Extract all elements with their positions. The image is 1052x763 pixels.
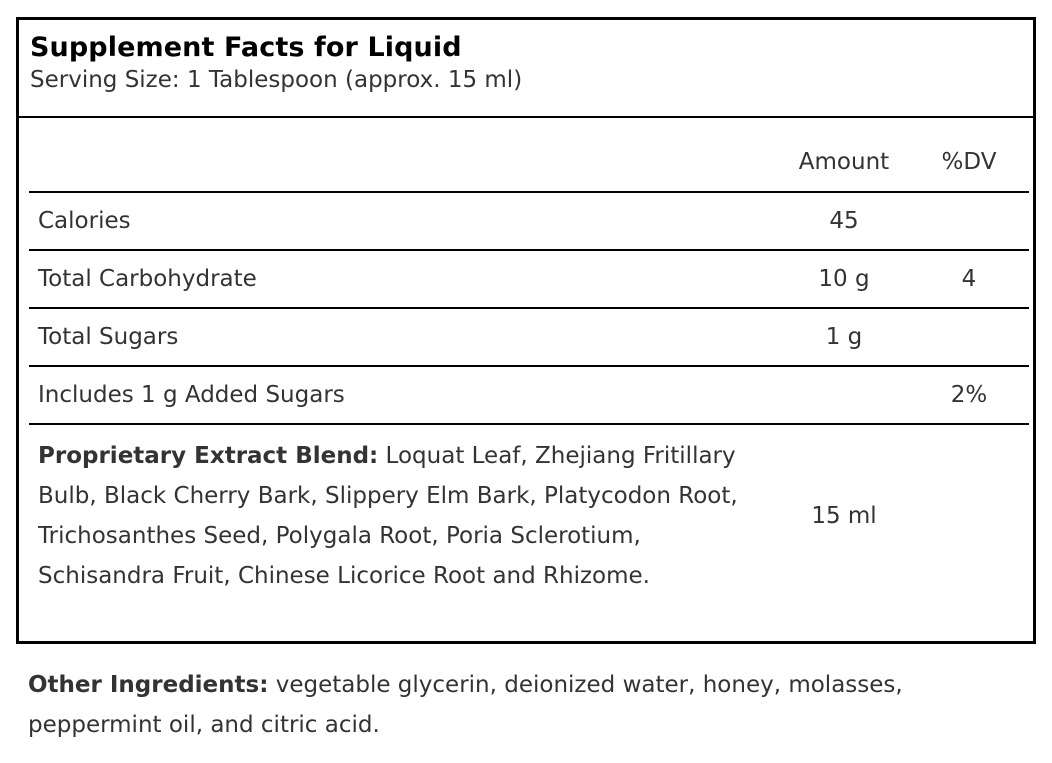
- table-row: [29, 308, 1029, 366]
- row-carbohydrate-name: Total Carbohydrate: [29, 250, 779, 308]
- blend-label: Proprietary Extract Blend:: [38, 443, 379, 469]
- row-added-sugars-name: Includes 1 g Added Sugars: [29, 366, 779, 424]
- panel-title: Supplement Facts for Liquid: [30, 32, 462, 63]
- supplement-facts-panel: [16, 17, 1036, 644]
- header-spacer: [29, 132, 779, 192]
- amount-header: Amount: [798, 148, 890, 175]
- row-calories-name: Calories: [29, 192, 779, 250]
- other-ingredients-label: Other Ingredients:: [28, 672, 269, 698]
- row-carbohydrate-amount: 10 g: [779, 250, 909, 308]
- blend-description: [29, 424, 779, 596]
- dv-header: %DV: [941, 148, 997, 175]
- table-header-row: [29, 132, 1029, 192]
- row-added-sugars-amount: [779, 366, 909, 424]
- row-sugars-name: Total Sugars: [29, 308, 779, 366]
- other-ingredients-text: vegetable glycerin, deionized water, honey, molasses, peppermint oil, and citric acid.: [28, 672, 903, 738]
- row-calories-dv: [909, 192, 1029, 250]
- row-added-sugars-dv: 2%: [909, 366, 1029, 424]
- blend-amount: 15 ml: [779, 424, 909, 596]
- table-row: [29, 250, 1029, 308]
- panel-header: [19, 20, 1033, 118]
- row-calories-amount: 45: [779, 192, 909, 250]
- other-ingredients: [28, 665, 1038, 745]
- table-row: [29, 366, 1029, 424]
- serving-size: Serving Size: 1 Tablespoon (approx. 15 ml): [30, 67, 523, 93]
- blend-ingredients: Loquat Leaf, Zhejiang Fritillary Bulb, Black Cherry Bark, Slippery Elm Bark, Platycodon Root, Trichosanthes Seed, Polygala Root, Poria Sclerotium, Schisandra Fruit, Chinese Licorice Root and Rhizome.: [38, 443, 738, 589]
- facts-table: [29, 132, 1029, 596]
- row-sugars-amount: 1 g: [779, 308, 909, 366]
- table-row: [29, 192, 1029, 250]
- row-sugars-dv: [909, 308, 1029, 366]
- blend-row: [29, 424, 1029, 596]
- blend-dv: [909, 424, 1029, 596]
- row-carbohydrate-dv: 4: [909, 250, 1029, 308]
